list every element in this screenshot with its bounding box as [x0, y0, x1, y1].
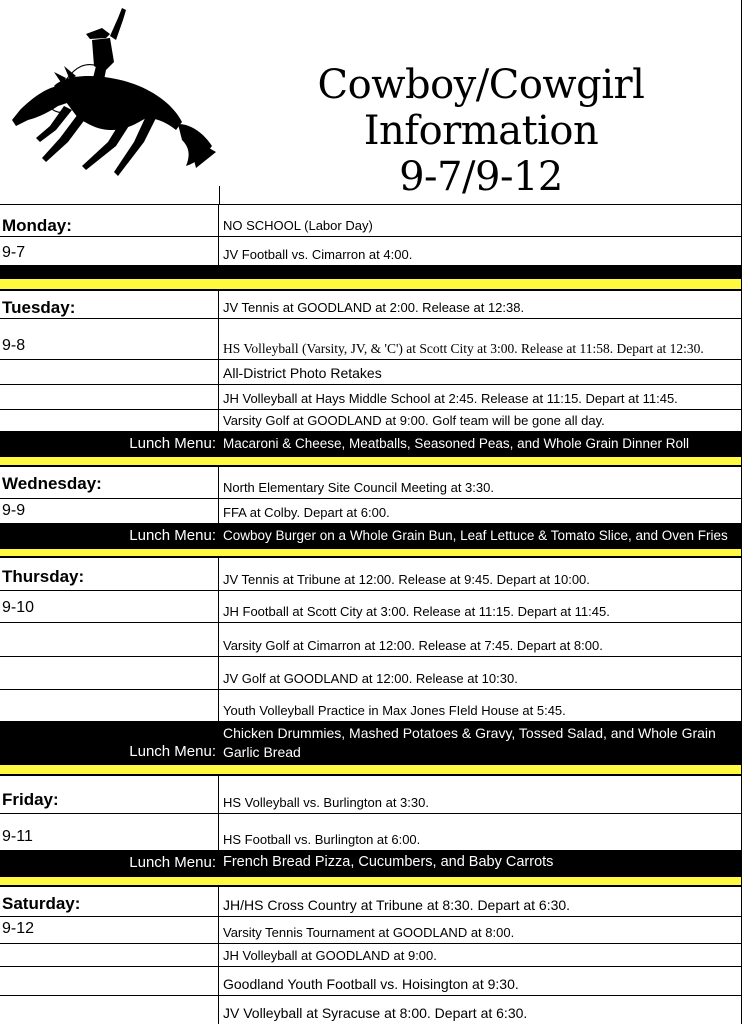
title-line-3: 9-7/9-12	[399, 154, 563, 200]
table-row	[0, 916, 742, 943]
lunch-row-thursday	[0, 721, 742, 764]
table-row	[0, 995, 742, 1024]
event-thursday-3: Varsity Golf at Cimarron at 12:00. Release at 7:45. Depart at 8:00.	[223, 638, 603, 653]
event-saturday-4: Goodland Youth Football vs. Hoisington at 9:30.	[223, 976, 519, 992]
event-friday-1: HS Volleyball vs. Burlington at 3:30.	[223, 795, 429, 810]
day-label-wednesday: Wednesday:	[2, 474, 102, 493]
lunch-row-friday	[0, 850, 742, 876]
date-label-thursday: 9-10	[2, 599, 35, 616]
lunch-row-tuesday	[0, 431, 742, 456]
day-label-monday: Monday:	[2, 216, 72, 235]
table-row	[0, 384, 742, 409]
day-label-thursday: Thursday:	[2, 567, 85, 586]
separator-yellow	[0, 548, 742, 557]
lunch-label: Lunch Menu:	[129, 743, 216, 760]
event-friday-2: HS Football vs. Burlington at 6:00.	[223, 832, 421, 847]
table-row	[0, 236, 742, 265]
table-row	[0, 466, 742, 498]
table-row	[0, 775, 742, 813]
day-label-friday: Friday:	[2, 790, 59, 809]
lunch-menu-tuesday: Macaroni & Cheese, Meatballs, Seasoned Peas, and Whole Grain Dinner Roll	[223, 436, 689, 451]
event-tuesday-1: JV Tennis at GOODLAND at 2:00. Release at 12:38.	[223, 300, 525, 315]
table-row	[0, 656, 742, 689]
date-label-wednesday: 9-9	[2, 502, 26, 519]
table-row	[0, 886, 742, 916]
table-row	[0, 318, 742, 359]
event-thursday-1: JV Tennis at Tribune at 12:00. Release at 9:45. Depart at 10:00.	[223, 572, 590, 587]
table-row	[0, 290, 742, 318]
event-thursday-5: Youth Volleyball Practice in Max Jones FIeld House at 5:45.	[223, 703, 566, 718]
table-row	[0, 689, 742, 721]
page-title	[220, 62, 742, 200]
page-border	[741, 0, 742, 1024]
event-saturday-3: JH Volleyball at GOODLAND at 9:00.	[223, 948, 437, 963]
event-tuesday-3: All-District Photo Retakes	[223, 365, 382, 381]
table-row	[0, 622, 742, 656]
event-tuesday-4: JH Volleyball at Hays Middle School at 2:45. Release at 11:15. Depart at 11:45.	[223, 391, 678, 406]
date-label-tuesday: 9-8	[2, 337, 26, 354]
day-label-tuesday: Tuesday:	[2, 298, 76, 317]
title-line-1: Cowboy/Cowgirl	[317, 62, 645, 108]
date-label-saturday: 9-12	[2, 920, 35, 937]
event-thursday-2: JH Football at Scott City at 3:00. Release at 11:15. Depart at 11:45.	[223, 604, 610, 619]
day-label-saturday: Saturday:	[2, 894, 81, 913]
separator-yellow	[0, 764, 742, 775]
separator-yellow	[0, 278, 742, 290]
date-label-friday: 9-11	[2, 828, 33, 845]
date-label-monday: 9-7	[2, 244, 26, 261]
event-saturday-1: JH/HS Cross Country at Tribune at 8:30. Depart at 6:30.	[223, 897, 571, 913]
event-wednesday-2: FFA at Colby. Depart at 6:00.	[223, 505, 390, 520]
lunch-menu-thursday: Chicken Drummies, Mashed Potatoes & Gravy, Tossed Salad, and Whole Grain Garlic Bread	[223, 725, 716, 760]
lunch-menu-wednesday: Cowboy Burger on a Whole Grain Bun, Leaf Lettuce & Tomato Slice, and Oven Fries	[223, 528, 728, 543]
event-thursday-4: JV Golf at GOODLAND at 12:00. Release at 10:30.	[223, 671, 518, 686]
table-row	[0, 204, 742, 236]
lunch-menu-friday: French Bread Pizza, Cucumbers, and Baby Carrots	[223, 854, 554, 870]
event-saturday-5: JV Volleyball at Syracuse at 8:00. Depart at 6:30.	[223, 1005, 528, 1021]
lunch-label: Lunch Menu:	[129, 435, 216, 452]
separator-yellow	[0, 876, 742, 886]
lunch-label: Lunch Menu:	[129, 527, 216, 544]
event-saturday-2: Varsity Tennis Tournament at GOODLAND at 8:00.	[223, 925, 515, 940]
header-divider	[219, 186, 220, 204]
separator-yellow	[0, 456, 742, 466]
table-row	[0, 409, 742, 431]
event-monday-1: NO SCHOOL (Labor Day)	[223, 218, 373, 233]
header	[0, 0, 743, 204]
lunch-row-wednesday	[0, 523, 742, 548]
table-row	[0, 590, 742, 622]
table-row	[0, 943, 742, 966]
event-monday-2: JV Football vs. Cimarron at 4:00.	[223, 247, 413, 262]
event-tuesday-2: HS Volleyball (Varsity, JV, & 'C') at Scott City at 3:00. Release at 11:58. Depart at 12:30.	[223, 341, 704, 356]
event-wednesday-1: North Elementary Site Council Meeting at 3:30.	[223, 480, 494, 495]
bronc-rider-icon	[6, 6, 218, 186]
lunch-label: Lunch Menu:	[129, 854, 216, 871]
separator-black	[0, 265, 742, 278]
title-line-2: Information	[363, 108, 599, 154]
table-row	[0, 359, 742, 384]
table-row	[0, 498, 742, 523]
event-tuesday-5: Varsity Golf at GOODLAND at 9:00. Golf team will be gone all day.	[223, 413, 605, 428]
table-row	[0, 813, 742, 850]
table-row	[0, 966, 742, 995]
table-row	[0, 557, 742, 590]
